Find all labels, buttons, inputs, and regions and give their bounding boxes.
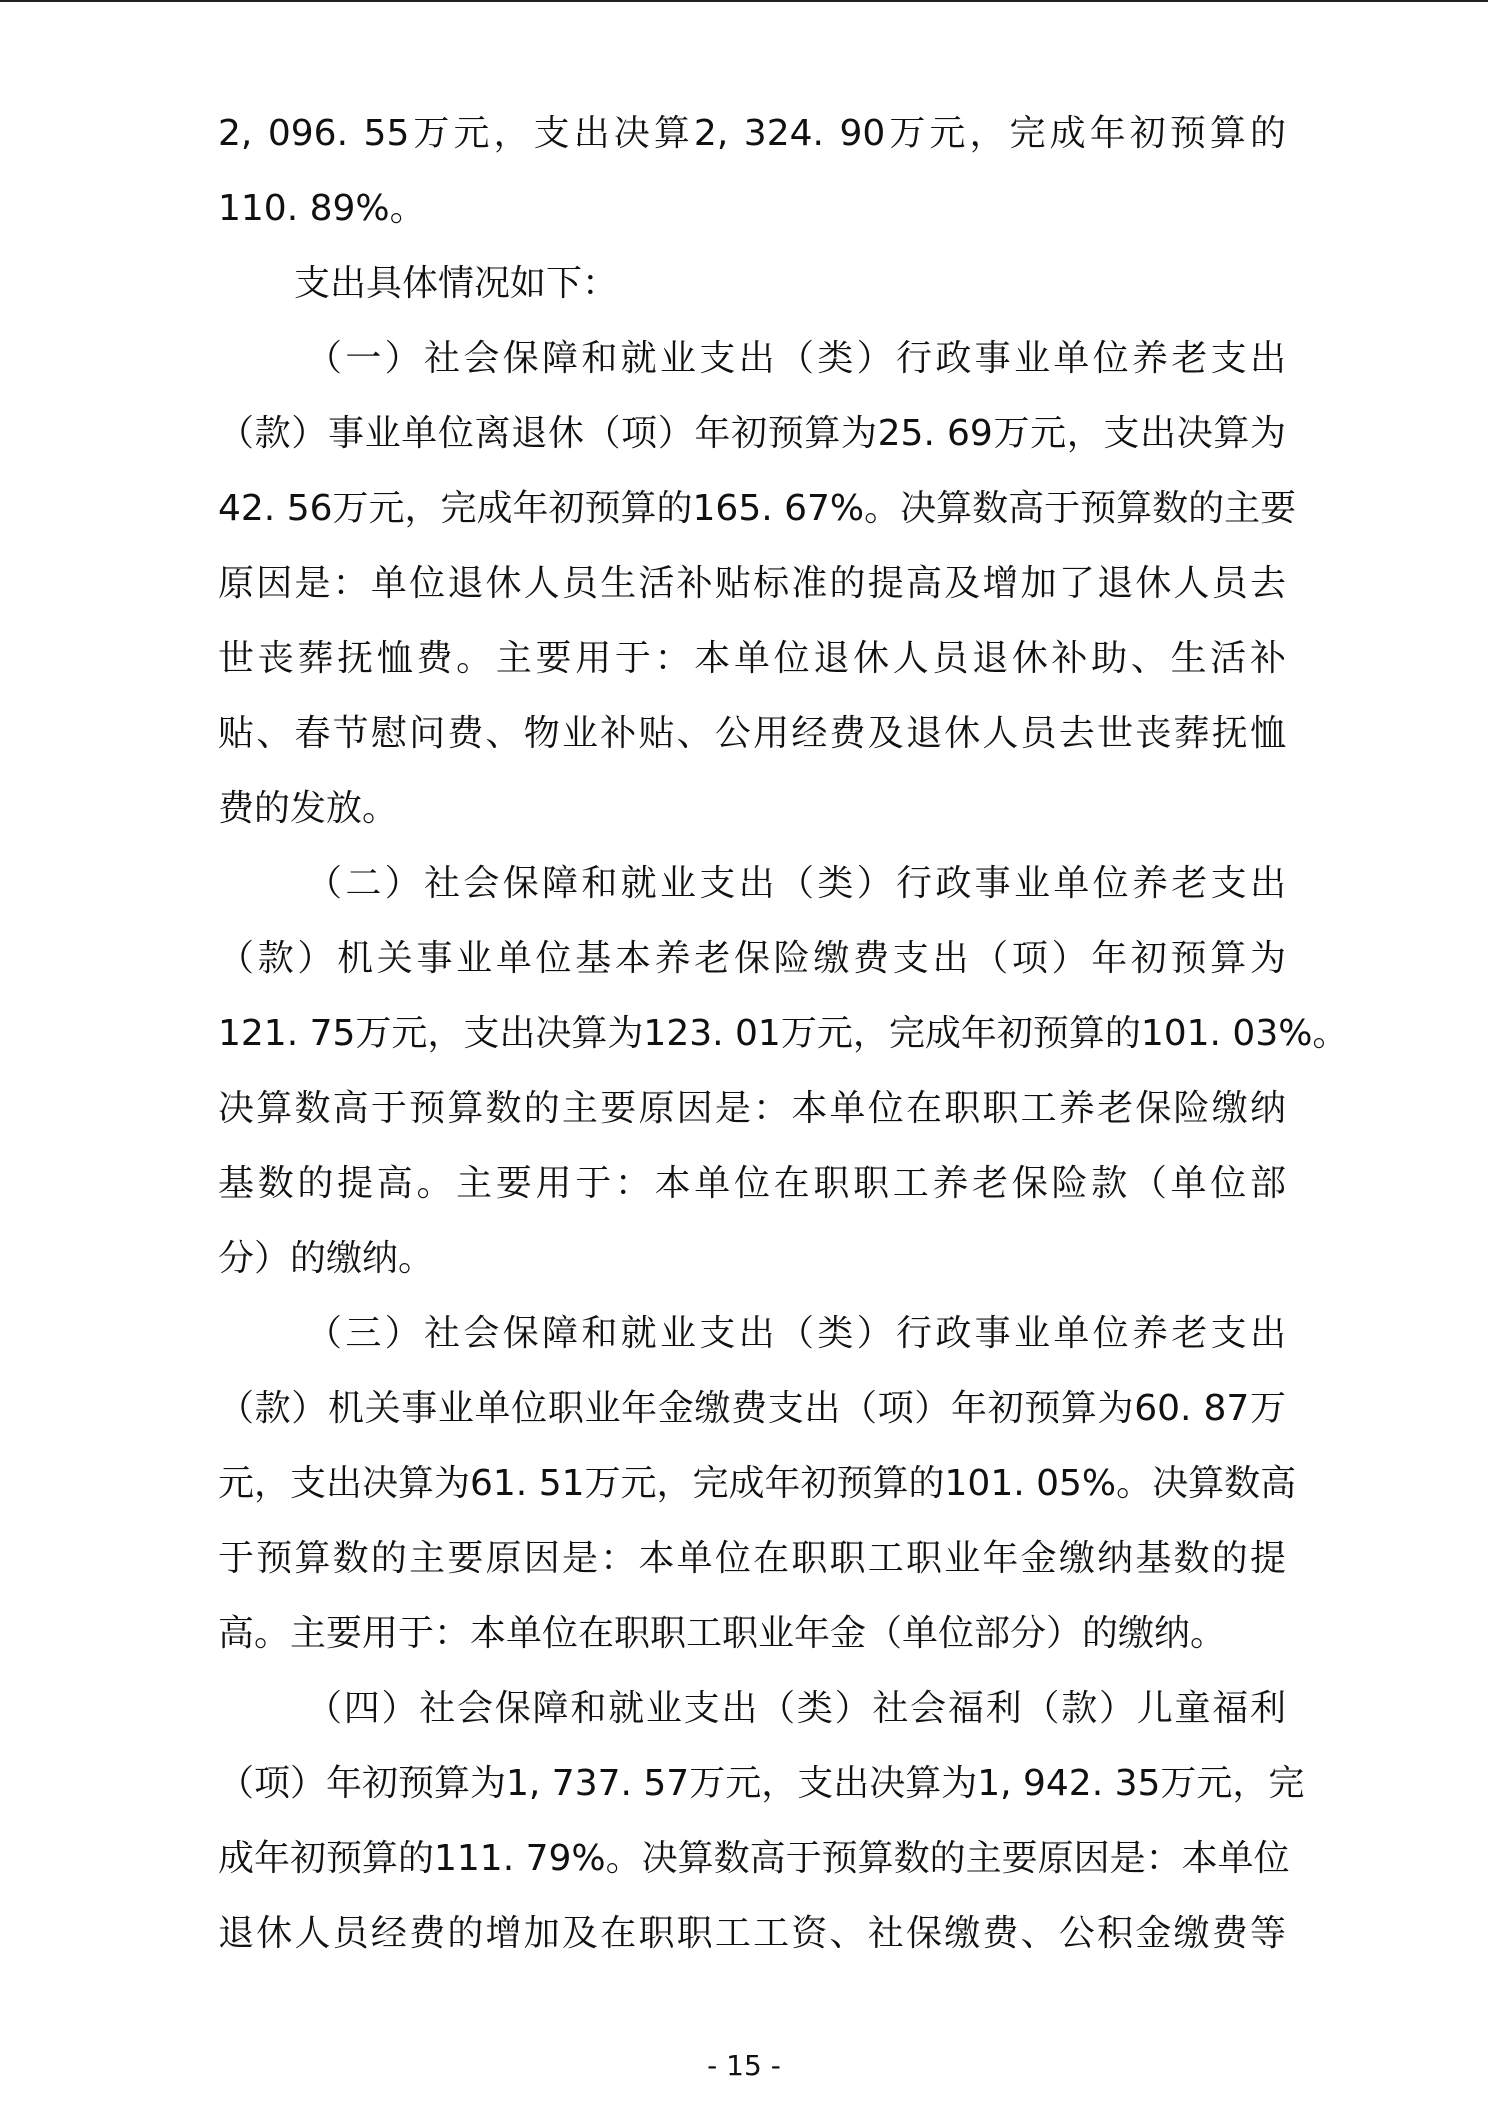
text-line: 于预算数的主要原因是：本单位在职职工职业年金缴纳基数的提	[218, 1538, 1286, 1579]
text-line: （二）社会保障和就业支出（类）行政事业单位养老支出	[306, 863, 1286, 904]
text-line: （款）事业单位离退休（项）年初预算为25. 69万元，支出决算为	[218, 413, 1286, 454]
text-line: 高。主要用于：本单位在职职工职业年金（单位部分）的缴纳。	[218, 1613, 1227, 1654]
text-line: 基数的提高。主要用于：本单位在职职工养老保险款（单位部	[218, 1163, 1286, 1204]
text-line: （项）年初预算为1, 737. 57万元，支出决算为1, 942. 35万元，完	[218, 1763, 1305, 1804]
text-line: 支出具体情况如下：	[294, 263, 619, 304]
page-number: - 15 -	[707, 2049, 781, 2082]
text-line: 原因是：单位退休人员生活补贴标准的提高及增加了退休人员去	[218, 563, 1286, 604]
text-line: 决算数高于预算数的主要原因是：本单位在职职工养老保险缴纳	[218, 1088, 1286, 1129]
text-line: （款）机关事业单位基本养老保险缴费支出（项）年初预算为	[218, 938, 1286, 979]
text-line: 110. 89%。	[218, 188, 426, 229]
text-line: （一）社会保障和就业支出（类）行政事业单位养老支出	[306, 338, 1286, 379]
text-line: （款）机关事业单位职业年金缴费支出（项）年初预算为60. 87万	[218, 1388, 1286, 1429]
text-line: （三）社会保障和就业支出（类）行政事业单位养老支出	[306, 1313, 1286, 1354]
body-text	[218, 96, 1349, 1971]
text-line: 元，支出决算为61. 51万元，完成年初预算的101. 05%。决算数高	[218, 1463, 1297, 1504]
text-line: 2, 096. 55万元，支出决算2, 324. 90万元，完成年初预算的	[218, 113, 1286, 154]
text-line: 分）的缴纳。	[218, 1238, 435, 1279]
text-line: 费的发放。	[218, 788, 399, 829]
text-line: 成年初预算的111. 79%。决算数高于预算数的主要原因是：本单位	[218, 1838, 1290, 1879]
text-line: 退休人员经费的增加及在职职工工资、社保缴费、公积金缴费等	[218, 1913, 1286, 1954]
text-line: （四）社会保障和就业支出（类）社会福利（款）儿童福利	[306, 1688, 1286, 1729]
text-line: 121. 75万元，支出决算为123. 01万元，完成年初预算的101. 03%。	[218, 1013, 1349, 1054]
text-line: 贴、春节慰问费、物业补贴、公用经费及退休人员去世丧葬抚恤	[218, 713, 1286, 754]
text-line: 42. 56万元，完成年初预算的165. 67%。决算数高于预算数的主要	[218, 488, 1297, 529]
text-line: 世丧葬抚恤费。主要用于：本单位退休人员退休补助、生活补	[218, 638, 1286, 679]
